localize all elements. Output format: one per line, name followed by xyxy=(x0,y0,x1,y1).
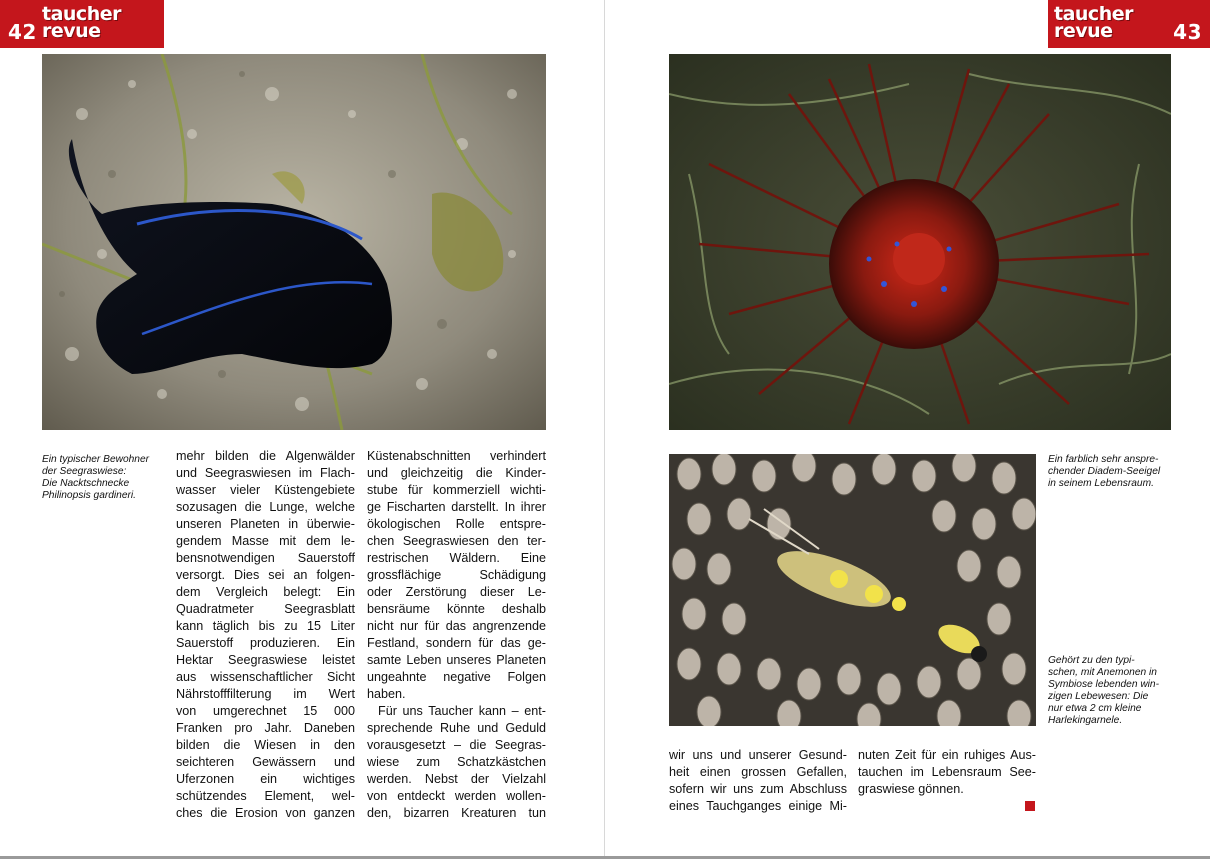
text-line: haben. xyxy=(367,687,406,701)
text-line: wiese zum Schatzkästchen xyxy=(367,755,546,769)
caption-line: zigen Lebewesen: Die xyxy=(1048,691,1149,702)
text-line: Quadratmeter Seegrasblatt xyxy=(176,602,355,616)
text-line: ungeahnte negative Folgen xyxy=(367,670,546,684)
text-line: stube für kommerziell wichti- xyxy=(367,483,546,497)
text-line: unseren Planeten in überwie- xyxy=(176,517,355,531)
text-line: wasser vieler Küstengebiete xyxy=(176,483,355,497)
body-column-1 xyxy=(176,448,355,822)
text-line: ches die Erosion von ganzen xyxy=(176,806,355,820)
page-gutter xyxy=(604,0,605,859)
caption-line: Ein typischer Bewohner xyxy=(42,454,150,465)
caption-line: schen, mit Anemonen in xyxy=(1048,667,1157,678)
photo-diadem-urchin xyxy=(669,54,1171,430)
text-line: nuten Zeit für ein ruhiges Aus- xyxy=(858,748,1036,762)
text-line: Franken pro Jahr. Daneben xyxy=(176,721,355,735)
text-line: von umgerechnet 15 000 xyxy=(176,704,355,718)
caption-line: Philinopsis gardineri. xyxy=(42,490,137,501)
text-line: von entdeckt werden wollen- xyxy=(367,789,546,803)
text-line: mehr bilden die Algenwälder xyxy=(176,449,355,463)
text-line: wir uns und unserer Gesund- xyxy=(669,748,847,762)
text-line: nicht nur für das angrenzende xyxy=(367,619,546,633)
text-line: Für uns Taucher kann – ent- xyxy=(378,704,546,718)
caption-line: in seinem Lebensraum. xyxy=(1048,478,1154,489)
text-line: und gleichzeitig die Kinder- xyxy=(367,466,546,480)
caption-line: chender Diadem-Seeigel xyxy=(1048,466,1161,477)
caption-line: Die Nacktschnecke xyxy=(42,478,130,489)
text-line: grossflächige Schädigung xyxy=(367,568,546,582)
photo-anemone-shrimp xyxy=(669,454,1036,726)
caption-line: Harlekingarnele. xyxy=(1048,715,1123,726)
caption-line: Ein farblich sehr anspre- xyxy=(1048,454,1159,465)
text-line: seichteren Gewässern und xyxy=(176,755,355,769)
body-column-2 xyxy=(367,448,546,822)
text-line: dem Vergleich belegt: Ein xyxy=(176,585,355,599)
text-line: tauchen im Lebensraum See- xyxy=(858,765,1036,779)
text-line: versorgt. Dies sei an folgen- xyxy=(176,568,355,582)
photo-nudibranch xyxy=(42,54,546,430)
text-line: schützendes Element, wel- xyxy=(176,789,355,803)
text-line: Nährstofffilterung im Wert xyxy=(176,687,355,701)
logo-left xyxy=(0,0,164,48)
text-line: Sauerstoff produzieren. Ein xyxy=(176,636,355,650)
text-line: Uferzonen ein wichtiges xyxy=(176,772,355,786)
logo-right xyxy=(1048,0,1210,48)
text-line: werden. Nebst der Vielzahl xyxy=(367,772,546,786)
text-line: ökologischen Rolle entspre- xyxy=(367,517,546,531)
logo-word-taucher: taucher xyxy=(1054,3,1133,25)
text-line: sofern wir uns zum Abschluss xyxy=(669,782,847,796)
caption-line: Symbiose lebenden win- xyxy=(1048,679,1159,690)
caption-nudibranch xyxy=(42,454,149,502)
text-line: gendem Masse mit dem le- xyxy=(176,534,355,548)
text-line: sprechende Ruhe und Geduld xyxy=(367,721,546,735)
page-number-right: 43 xyxy=(1173,20,1202,44)
text-line: vorausgesetzt – die Seegras- xyxy=(367,738,546,752)
body-column-3 xyxy=(669,747,847,815)
caption-line: nur etwa 2 cm kleine xyxy=(1048,703,1142,714)
text-line: aus wissenschaftlicher Sicht xyxy=(176,670,355,684)
logo-word-taucher: taucher xyxy=(42,3,121,25)
text-line: Hektar Seegraswiese leistet xyxy=(176,653,355,667)
logo-word-revue: revue xyxy=(1054,20,1113,42)
text-line: sozusagen die Lunge, welche xyxy=(176,500,355,514)
text-line: oder Zerstörung dieser Le- xyxy=(367,585,546,599)
text-line: ge Fischarten darstellt. In ihrer xyxy=(367,500,546,514)
text-line: bilden die Wiesen in den xyxy=(176,738,355,752)
article-end-marker xyxy=(1025,801,1035,811)
text-line: bensnotwendigen Sauerstoff xyxy=(176,551,355,565)
body-column-4 xyxy=(858,747,1036,798)
logo-word-revue: revue xyxy=(42,20,101,42)
text-line: Küstenabschnitten verhindert xyxy=(367,449,546,463)
text-line: und Seegraswiesen im Flach- xyxy=(176,466,355,480)
text-line: kann täglich bis zu 15 Liter xyxy=(176,619,355,633)
text-line: chen Seegraswiesen den ter- xyxy=(367,534,546,548)
text-line: bensräume könnte deshalb xyxy=(367,602,546,616)
page-number-left: 42 xyxy=(8,20,37,44)
text-line: den, bizarren Kreaturen tun xyxy=(367,806,546,820)
text-line: Festland, sondern für das ge- xyxy=(367,636,546,650)
text-line: heit einen grossen Gefallen, xyxy=(669,765,847,779)
caption-line: Gehört zu den typi- xyxy=(1048,655,1135,666)
caption-urchin xyxy=(1048,454,1160,490)
caption-shrimp xyxy=(1048,655,1159,727)
text-line: samte Leben unseres Planeten xyxy=(367,653,546,667)
text-line: eines Tauchganges einige Mi- xyxy=(669,799,847,813)
caption-line: der Seegraswiese: xyxy=(42,466,127,477)
text-line: restrischen Wäldern. Eine xyxy=(367,551,546,565)
text-line: graswiese gönnen. xyxy=(858,782,964,796)
